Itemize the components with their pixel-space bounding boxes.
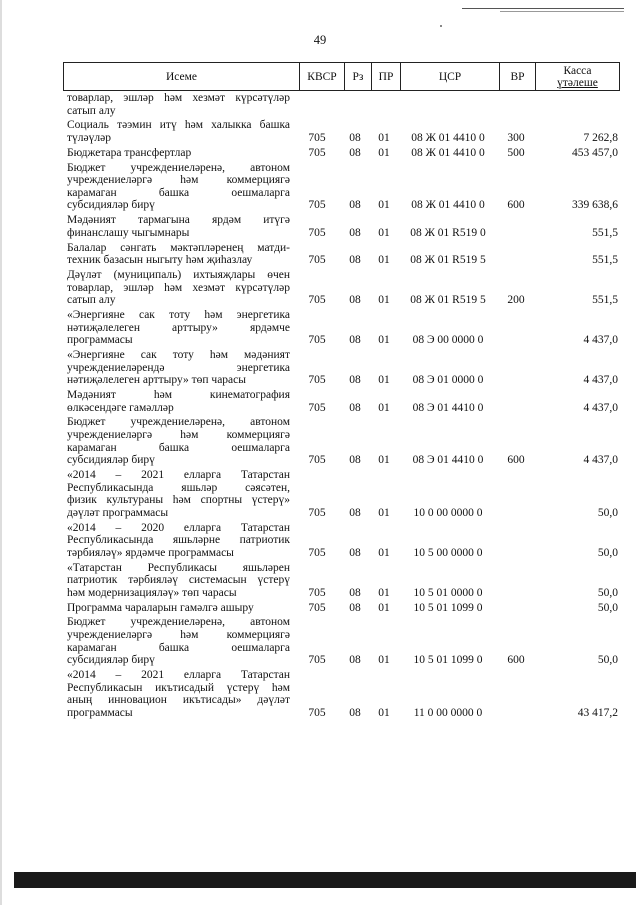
row-name-line: Программа чараларын гамәлгә ашыру xyxy=(67,601,254,614)
row-kvsr: 705 xyxy=(308,334,326,347)
row-kvsr: 705 xyxy=(308,586,326,599)
row-rz: 08 xyxy=(349,401,361,414)
row-name xyxy=(67,616,290,666)
row-rz: 08 xyxy=(349,374,361,387)
row-csr: 10 5 01 1099 0 xyxy=(413,601,483,614)
row-kvsr: 705 xyxy=(308,146,326,159)
row-kvsr: 705 xyxy=(308,506,326,519)
row-name-line: дәүләт программасы xyxy=(67,506,169,519)
row-sum: 50,0 xyxy=(597,546,618,559)
row-csr: 10 5 00 0000 0 xyxy=(413,546,483,559)
row-csr: 08 Ж 01 4410 0 xyxy=(411,199,485,212)
row-pr: 01 xyxy=(378,506,390,519)
row-name-line: Республикасында яшьләрне патриотик xyxy=(67,534,290,547)
row-vr: 200 xyxy=(507,294,525,307)
row-name-line: һәм модернизацияләү» төп чарасы xyxy=(67,586,237,599)
row-pr: 01 xyxy=(378,706,390,719)
row-name-line: техник базасын ныгыту һәм җиһазлау xyxy=(67,254,253,267)
row-name xyxy=(67,522,290,560)
row-name-line: Мәдәният тармагына ярдәм итүгә xyxy=(67,214,290,227)
row-name xyxy=(67,416,290,466)
row-name-line: Мәдәният һәм кинематография xyxy=(67,389,290,401)
row-rz: 08 xyxy=(349,454,361,467)
row-sum: 50,0 xyxy=(597,601,618,614)
row-csr: 10 5 01 0000 0 xyxy=(413,586,483,599)
row-rz: 08 xyxy=(349,334,361,347)
row-name xyxy=(67,119,290,144)
row-sum: 7 262,8 xyxy=(583,131,618,144)
header-rz: Рз xyxy=(345,63,372,90)
header-sum-line2: үтәлеше xyxy=(557,76,598,89)
row-csr: 11 0 00 0000 0 xyxy=(413,706,483,719)
header-pr: ПР xyxy=(372,63,401,90)
row-rz: 08 xyxy=(349,199,361,212)
header-vr: ВР xyxy=(500,63,536,90)
row-name xyxy=(67,162,290,212)
row-pr: 01 xyxy=(378,334,390,347)
row-name-line: учреждениеләрендә энергетика xyxy=(67,361,290,374)
row-name-line: субсидияләр бирү xyxy=(67,199,155,212)
row-name-line: Бюджетара трансфертлар xyxy=(67,146,192,159)
row-kvsr: 705 xyxy=(308,546,326,559)
header-kvsr: КВСР xyxy=(300,63,345,90)
row-name-line: Республикасын икътисадый үстерү һәм xyxy=(67,681,290,694)
row-sum: 339 638,6 xyxy=(572,199,618,212)
row-csr: 08 Э 01 0000 0 xyxy=(412,374,484,387)
header-csr: ЦСР xyxy=(401,63,500,90)
row-kvsr: 705 xyxy=(308,226,326,239)
row-name-line: «2014 – 2020 елларга Татарстан xyxy=(67,521,290,534)
row-csr: 10 0 00 0000 0 xyxy=(413,506,483,519)
row-name-line: тәрбияләү» ярдәмче программасы xyxy=(67,546,234,559)
row-pr: 01 xyxy=(378,294,390,307)
row-pr: 01 xyxy=(378,254,390,267)
row-name xyxy=(67,92,290,117)
row-csr: 08 Э 01 4410 0 xyxy=(412,401,484,414)
row-rz: 08 xyxy=(349,506,361,519)
row-kvsr: 705 xyxy=(308,254,326,267)
row-pr: 01 xyxy=(378,654,390,667)
row-kvsr: 705 xyxy=(308,706,326,719)
row-name-line: товарлар, эшләр һәм хезмәт күрсәтүләр xyxy=(67,281,290,294)
row-name-line: нәтиҗәлелеген арттыру» төп чарасы xyxy=(67,374,246,387)
row-rz: 08 xyxy=(349,601,361,614)
row-name xyxy=(67,269,290,307)
row-rz: 08 xyxy=(349,131,361,144)
row-pr: 01 xyxy=(378,546,390,559)
row-kvsr: 705 xyxy=(308,654,326,667)
row-kvsr: 705 xyxy=(308,294,326,307)
row-sum: 50,0 xyxy=(597,654,618,667)
row-pr: 01 xyxy=(378,199,390,212)
row-rz: 08 xyxy=(349,654,361,667)
row-pr: 01 xyxy=(378,226,390,239)
row-name-line: нәтиҗәлелеген арттыру» ярдәмче xyxy=(67,321,290,334)
row-name-line: түләүләр xyxy=(67,131,111,144)
row-vr: 600 xyxy=(507,654,525,667)
row-name-line: программасы xyxy=(67,706,133,719)
row-name-line: Бюджет учреждениеләренә, автоном xyxy=(67,416,290,429)
row-pr: 01 xyxy=(378,131,390,144)
row-sum: 43 417,2 xyxy=(577,706,618,719)
row-name-line: Социаль тәэмин итү һәм халыкка башка xyxy=(67,119,290,132)
row-kvsr: 705 xyxy=(308,454,326,467)
row-sum: 551,5 xyxy=(592,294,618,307)
row-csr: 08 Ж 01 4410 0 xyxy=(411,131,485,144)
row-name xyxy=(67,389,290,414)
row-name-line: учреждениеләргә һәм коммерциягә xyxy=(67,428,290,441)
row-sum: 551,5 xyxy=(592,226,618,239)
row-name-line: субсидияләр бирү xyxy=(67,654,155,667)
row-name-line: «2014 – 2021 елларга Татарстан xyxy=(67,669,290,681)
row-name-line: Республикасында яшьләр сәясәтен, xyxy=(67,481,290,494)
row-name-line: программасы xyxy=(67,334,133,347)
row-name-line: патриотик тәрбияләү системасын үстерү xyxy=(67,574,290,587)
row-kvsr: 705 xyxy=(308,131,326,144)
row-pr: 01 xyxy=(378,601,390,614)
row-vr: 300 xyxy=(507,131,525,144)
row-kvsr: 705 xyxy=(308,401,326,414)
row-name-line: «Энергияне сак тоту һәм мәдәният xyxy=(67,349,290,361)
row-name xyxy=(67,147,290,160)
row-pr: 01 xyxy=(378,401,390,414)
row-name-line: карамаган башка оешмаларга xyxy=(67,641,290,654)
row-name-line: аның инновацион икътисады» дәүләт xyxy=(67,694,290,707)
row-vr: 500 xyxy=(507,146,525,159)
row-rz: 08 xyxy=(349,546,361,559)
row-csr: 08 Ж 01 R519 0 xyxy=(410,226,486,239)
row-name-line: Балалар сәнгать мәктәпләренең матди- xyxy=(67,241,290,254)
row-rz: 08 xyxy=(349,294,361,307)
row-vr: 600 xyxy=(507,454,525,467)
row-name-line: учреждениеләргә һәм коммерциягә xyxy=(67,628,290,641)
row-name-line: Бюджет учреждениеләренә, автоном xyxy=(67,161,290,174)
row-sum: 453 457,0 xyxy=(572,146,618,159)
row-pr: 01 xyxy=(378,146,390,159)
row-name xyxy=(67,469,290,519)
row-pr: 01 xyxy=(378,374,390,387)
row-pr: 01 xyxy=(378,586,390,599)
row-name-line: субсидияләр бирү xyxy=(67,454,155,467)
row-csr: 08 Ж 01 R519 5 xyxy=(410,294,486,307)
row-pr: 01 xyxy=(378,454,390,467)
row-name-line: Бюджет учреждениеләренә, автоном xyxy=(67,616,290,629)
row-name-line: өлкәсендәге гамәлләр xyxy=(67,401,174,414)
row-rz: 08 xyxy=(349,146,361,159)
row-kvsr: 705 xyxy=(308,601,326,614)
row-csr: 08 Э 00 0000 0 xyxy=(412,334,484,347)
row-name-line: финанслашу чыгымнары xyxy=(67,226,190,239)
page-number: 49 xyxy=(313,33,327,47)
row-name-line: «Татарстан Республикасы яшьләрен xyxy=(67,561,290,574)
row-name-line: Дәүләт (муниципаль) ихтыяҗлары өчен xyxy=(67,269,290,281)
row-name xyxy=(67,669,290,719)
row-name-line: товарлар, эшләр һәм хезмәт күрсәтүләр xyxy=(67,92,290,104)
row-name-line: сатып алу xyxy=(67,294,116,307)
row-name-line: физик культураны һәм спортны үстерү» xyxy=(67,494,290,507)
header-sum-line1: Касса xyxy=(563,64,592,77)
row-sum: 4 437,0 xyxy=(583,401,618,414)
row-rz: 08 xyxy=(349,586,361,599)
row-name xyxy=(67,602,290,615)
row-sum: 4 437,0 xyxy=(583,374,618,387)
row-rz: 08 xyxy=(349,226,361,239)
row-csr: 08 Ж 01 4410 0 xyxy=(411,146,485,159)
row-csr: 08 Э 01 4410 0 xyxy=(412,454,484,467)
scan-bottom-band xyxy=(14,872,636,888)
row-csr: 10 5 01 1099 0 xyxy=(413,654,483,667)
row-name xyxy=(67,309,290,347)
row-name xyxy=(67,562,290,600)
row-sum: 4 437,0 xyxy=(583,454,618,467)
row-rz: 08 xyxy=(349,706,361,719)
row-name-line: «2014 – 2021 елларга Татарстан xyxy=(67,469,290,481)
row-name xyxy=(67,214,290,239)
row-sum: 50,0 xyxy=(597,506,618,519)
row-name xyxy=(67,242,290,267)
row-csr: 08 Ж 01 R519 5 xyxy=(410,254,486,267)
row-rz: 08 xyxy=(349,254,361,267)
row-name-line: сатып алу xyxy=(67,104,116,117)
row-name-line: «Энергияне сак тоту һәм энергетика xyxy=(67,309,290,321)
row-name-line: карамаган башка оешмаларга xyxy=(67,441,290,454)
row-kvsr: 705 xyxy=(308,199,326,212)
row-name xyxy=(67,349,290,387)
row-sum: 4 437,0 xyxy=(583,334,618,347)
row-kvsr: 705 xyxy=(308,374,326,387)
row-sum: 551,5 xyxy=(592,254,618,267)
row-sum: 50,0 xyxy=(597,586,618,599)
row-vr: 600 xyxy=(507,199,525,212)
header-name: Исеме xyxy=(64,63,300,90)
row-name-line: учреждениеләргә һәм коммерциягә xyxy=(67,174,290,187)
row-name-line: карамаган башка оешмаларга xyxy=(67,186,290,199)
